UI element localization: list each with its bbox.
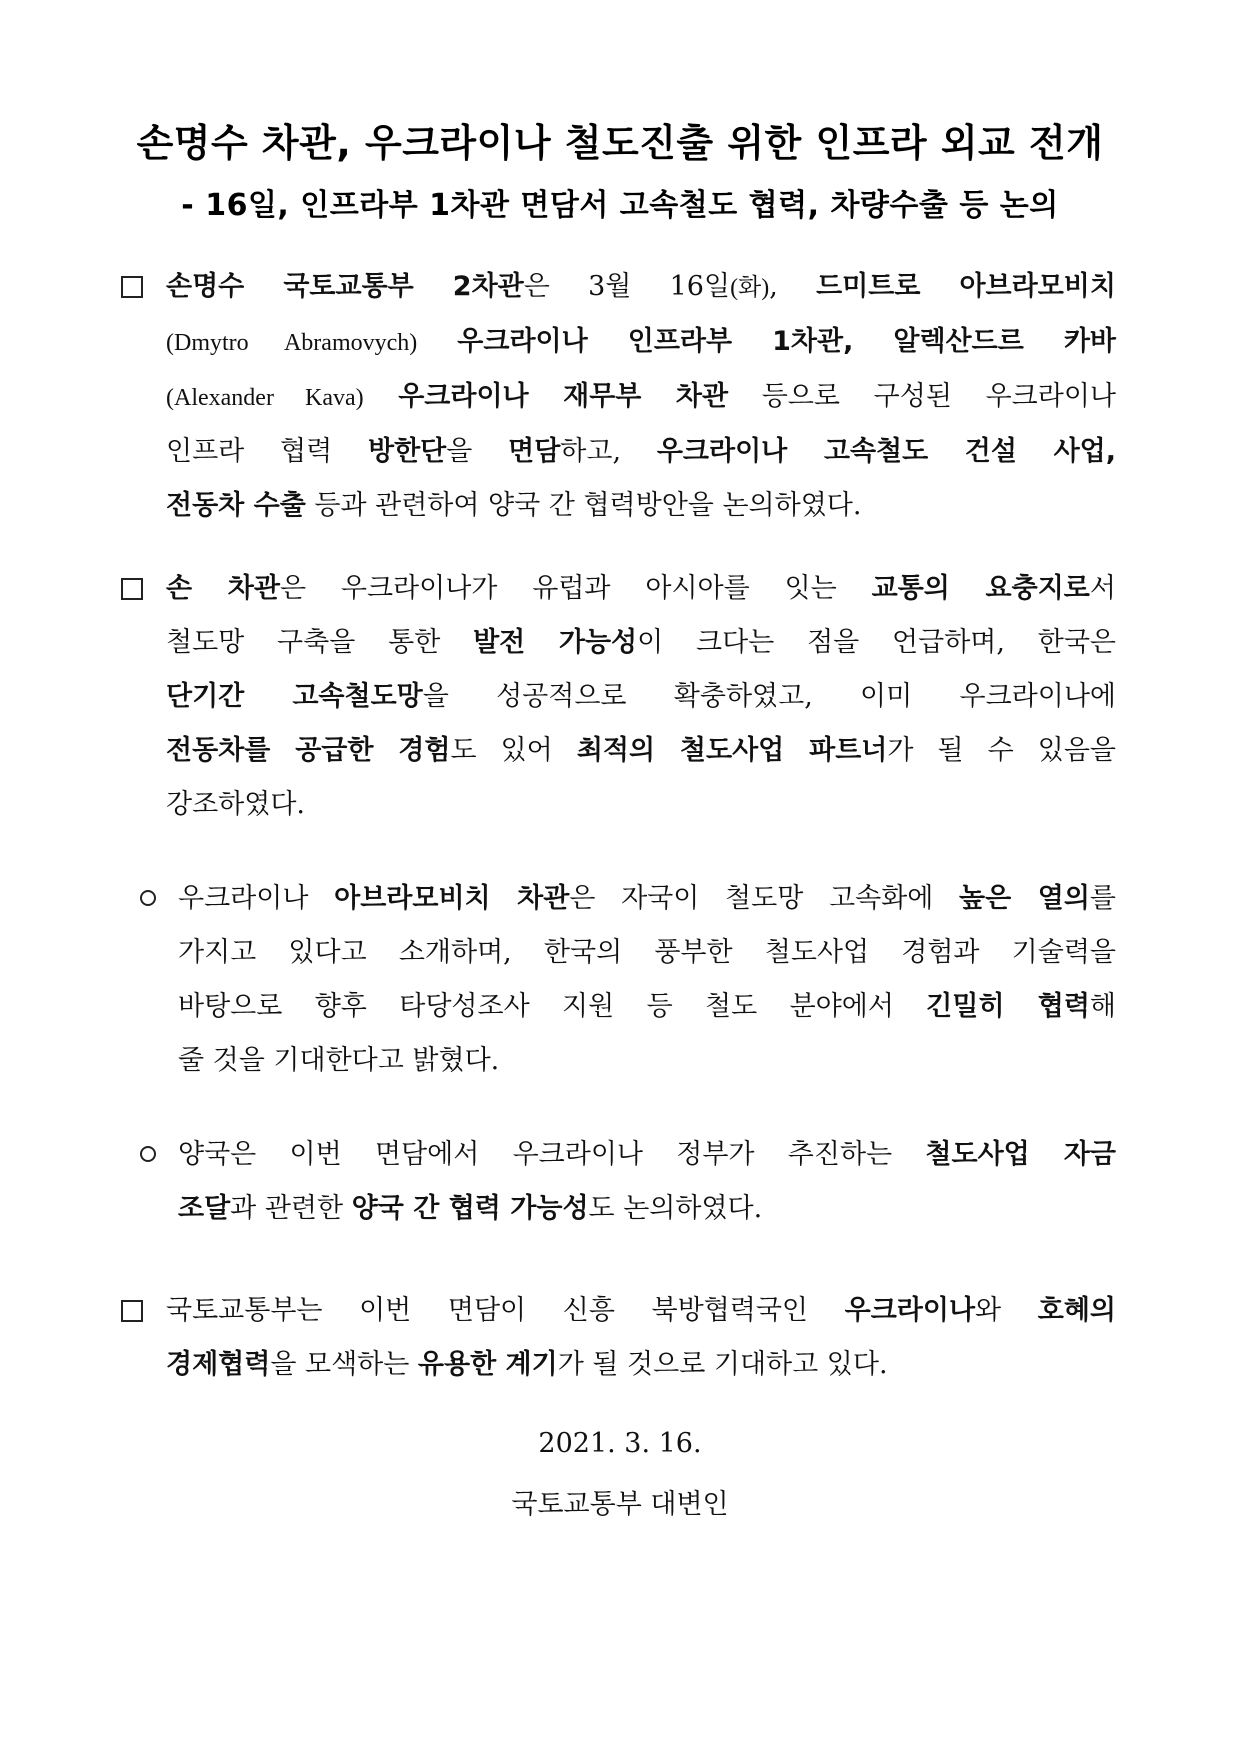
paragraph-2 bbox=[166, 562, 1116, 832]
p2-line-1: 손 차관은 우크라이나가 유럽과 아시아를 잇는 교통의 요충지로서 bbox=[166, 573, 1116, 604]
square-bullet-icon bbox=[121, 1300, 143, 1322]
p1-line-3: (Alexander Kava) 우크라이나 재무부 차관 등으로 구성된 우크라이나 bbox=[166, 381, 1116, 412]
square-bullet-icon bbox=[121, 276, 143, 298]
p3-line-3: 바탕으로 향후 타당성조사 지원 등 철도 분야에서 긴밀히 협력해 bbox=[178, 991, 1116, 1022]
release-date: 2021. 3. 16. bbox=[538, 1428, 702, 1459]
paragraph-3 bbox=[178, 872, 1116, 1088]
p2-line-5: 강조하였다. bbox=[166, 789, 305, 820]
circle-bullet-icon bbox=[140, 890, 156, 906]
issuer: 국토교통부 대변인 bbox=[511, 1489, 729, 1520]
p4-line-2: 조달과 관련한 양국 간 협력 가능성도 논의하였다. bbox=[178, 1193, 763, 1224]
p4-line-1: 양국은 이번 면담에서 우크라이나 정부가 추진하는 철도사업 자금 bbox=[178, 1139, 1116, 1170]
square-bullet-icon bbox=[121, 578, 143, 600]
p2-line-4: 전동차를 공급한 경험도 있어 최적의 철도사업 파트너가 될 수 있음을 bbox=[166, 735, 1116, 766]
p1-line-1: 손명수 국토교통부 2차관은 3월 16일(화), 드미트로 아브라모비치 bbox=[166, 271, 1116, 302]
paragraph-4 bbox=[178, 1128, 1116, 1236]
p3-line-4: 줄 것을 기대한다고 밝혔다. bbox=[178, 1045, 500, 1076]
circle-bullet-icon bbox=[140, 1146, 156, 1162]
p2-line-2: 철도망 구축을 통한 발전 가능성이 크다는 점을 언급하며, 한국은 bbox=[166, 627, 1117, 658]
headline: 손명수 차관, 우크라이나 철도진출 위한 인프라 외교 전개 bbox=[136, 121, 1104, 165]
subheadline: - 16일, 인프라부 1차관 면담서 고속철도 협력, 차량수출 등 논의 bbox=[181, 188, 1059, 223]
p1-line-4: 인프라 협력 방한단을 면담하고, 우크라이나 고속철도 건설 사업, bbox=[166, 436, 1116, 467]
p3-line-2: 가지고 있다고 소개하며, 한국의 풍부한 철도사업 경험과 기술력을 bbox=[178, 937, 1116, 968]
p2-line-3: 단기간 고속철도망을 성공적으로 확충하였고, 이미 우크라이나에 bbox=[166, 681, 1116, 712]
p5-line-1: 국토교통부는 이번 면담이 신흥 북방협력국인 우크라이나와 호혜의 bbox=[166, 1295, 1116, 1326]
p1-line-2: (Dmytro Abramovych) 우크라이나 인프라부 1차관, 알렉산드르 카바 bbox=[166, 326, 1116, 357]
p5-line-2: 경제협력을 모색하는 유용한 계기가 될 것으로 기대하고 있다. bbox=[166, 1349, 888, 1380]
p3-line-1: 우크라이나 아브라모비치 차관은 자국이 철도망 고속화에 높은 열의를 bbox=[178, 883, 1116, 914]
paragraph-5 bbox=[166, 1284, 1116, 1392]
p1-line-5: 전동차 수출 등과 관련하여 양국 간 협력방안을 논의하였다. bbox=[166, 490, 862, 521]
paragraph-1 bbox=[166, 260, 1116, 533]
